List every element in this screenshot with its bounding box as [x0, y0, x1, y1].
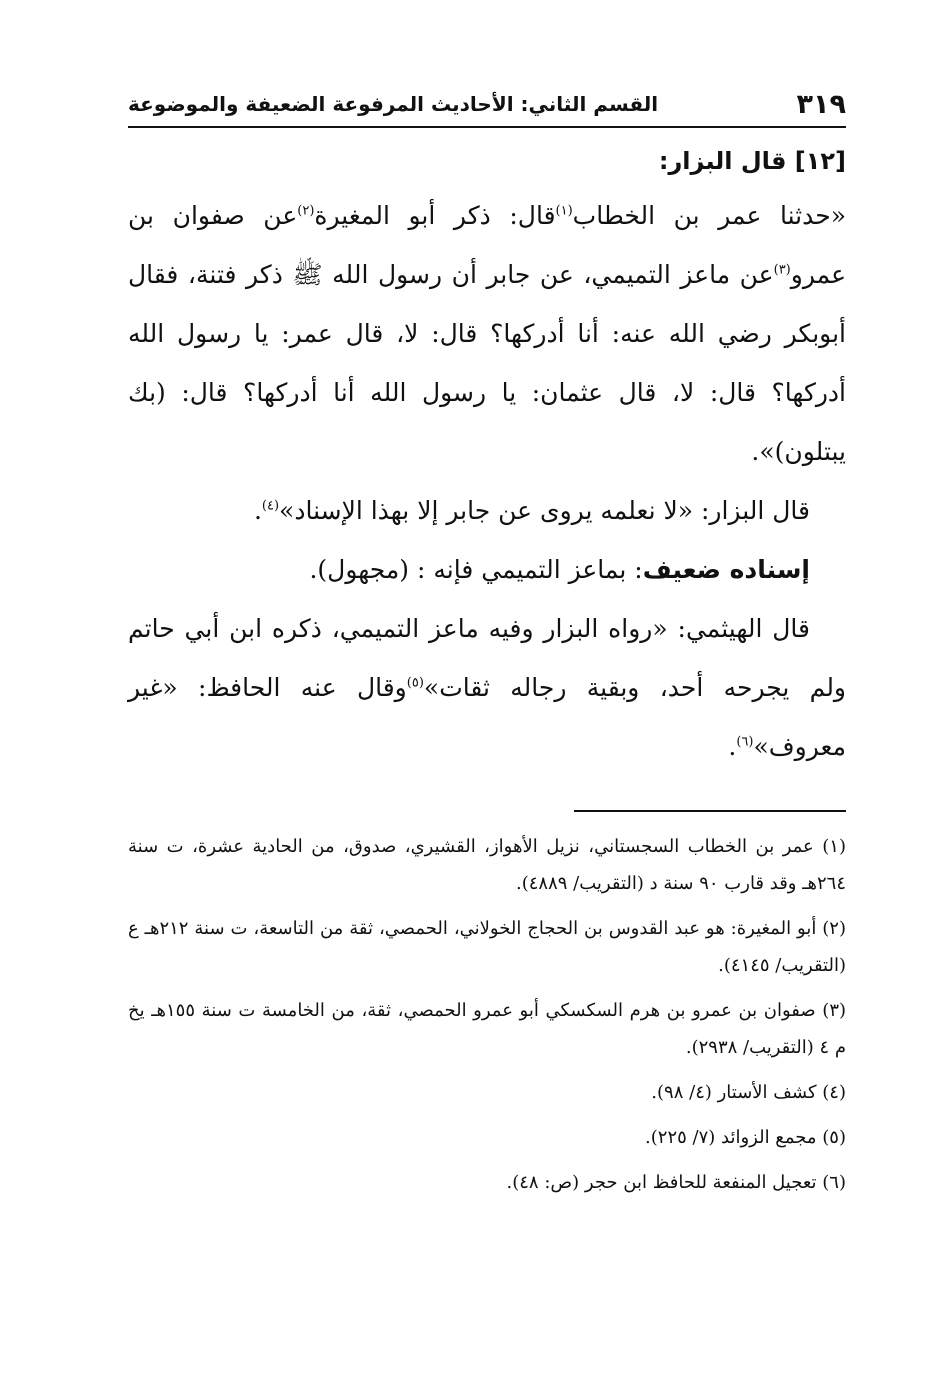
hadith-part-1: «حدثنا عمر بن الخطاب [572, 201, 846, 230]
hadith-part-4: عن ماعز التميمي، عن جابر أن رسول الله ﷺ ذكر فتنة، فقال أبوبكر رضي الله عنه: أنا أدركها؟ قال: لا، قال عمر: يا رسول الله أدركها؟ قال: لا، قال عثمان: يا رسول الله أنا أدركها؟ قال: (بك يبتلون)». [128, 260, 846, 466]
footnote-1: (١) عمر بن الخطاب السجستاني، نزيل الأهواز، القشيري، صدوق، من الحادية عشرة، ت سنة ٢٦٤هـ وقد قارب ٩٠ سنة د (التقريب/ ٤٨٨٩). [128, 836, 846, 894]
bazzar-comment-end: . [253, 496, 262, 525]
footnote-4: (٤) كشف الأستار (٤/ ٩٨). [651, 1082, 846, 1103]
running-title: القسم الثاني: الأحاديث المرفوعة الضعيفة والموضوعة [128, 92, 659, 116]
footnote-6: (٦) تعجيل المنفعة للحافظ ابن حجر (ص: ٤٨). [506, 1172, 846, 1193]
footnote-ref-1[interactable]: (١) [555, 203, 573, 219]
page-number: ٣١٩ [796, 88, 846, 120]
footnote-3: (٣) صفوان بن عمرو بن هرم السكسكي أبو عمرو الحمصي، ثقة، من الخامسة ت سنة ١٥٥هـ يخ م ٤ (التقريب/ ٢٩٣٨). [128, 1000, 847, 1058]
hadith-text [128, 186, 846, 481]
footnote-ref-2[interactable]: (٢) [297, 203, 315, 219]
footnote-5: (٥) مجمع الزوائد (٧/ ٢٢٥). [645, 1127, 846, 1148]
isnad-text: : بماعز التميمي فإنه : (مجهول). [309, 555, 643, 584]
entry-heading: [١٢] قال البزار: [658, 147, 846, 175]
haythami-part-1: قال الهيثمي: «رواه البزار وفيه ماعز التميمي، ذكره ابن أبي حاتم ولم يجرحه أحد، وبقية رجاله ثقات» [128, 614, 847, 702]
footnote-ref-3[interactable]: (٣) [773, 262, 791, 278]
bazzar-comment [128, 481, 846, 540]
haythami-comment [128, 599, 846, 776]
footnote-separator [574, 810, 846, 812]
isnad-label: إسناده ضعيف [642, 555, 810, 584]
main-text [128, 140, 846, 776]
haythami-part-2: وقال عنه الحافظ: «غير معروف» [128, 673, 846, 761]
footnote-ref-5[interactable]: (٥) [406, 675, 424, 691]
hadith-part-2: قال: ذكر أبو المغيرة [314, 201, 556, 230]
footnote-2: (٢) أبو المغيرة: هو عبد القدوس بن الحجاج الخولاني، الحمصي، ثقة من التاسعة، ت سنة ٢١٢هـ ع (التقريب/ ٤١٤٥). [128, 918, 846, 976]
haythami-end: . [728, 732, 737, 761]
footnotes [128, 828, 846, 1209]
page-header [128, 82, 846, 128]
bazzar-comment-text: قال البزار: «لا نعلمه يروى عن جابر إلا بهذا الإسناد» [279, 496, 810, 525]
footnote-ref-6[interactable]: (٦) [736, 734, 754, 750]
isnad-judgement [128, 540, 846, 599]
footnote-ref-4[interactable]: (٤) [261, 498, 280, 514]
hadith-part-3: عن صفوان بن عمرو [128, 201, 846, 289]
